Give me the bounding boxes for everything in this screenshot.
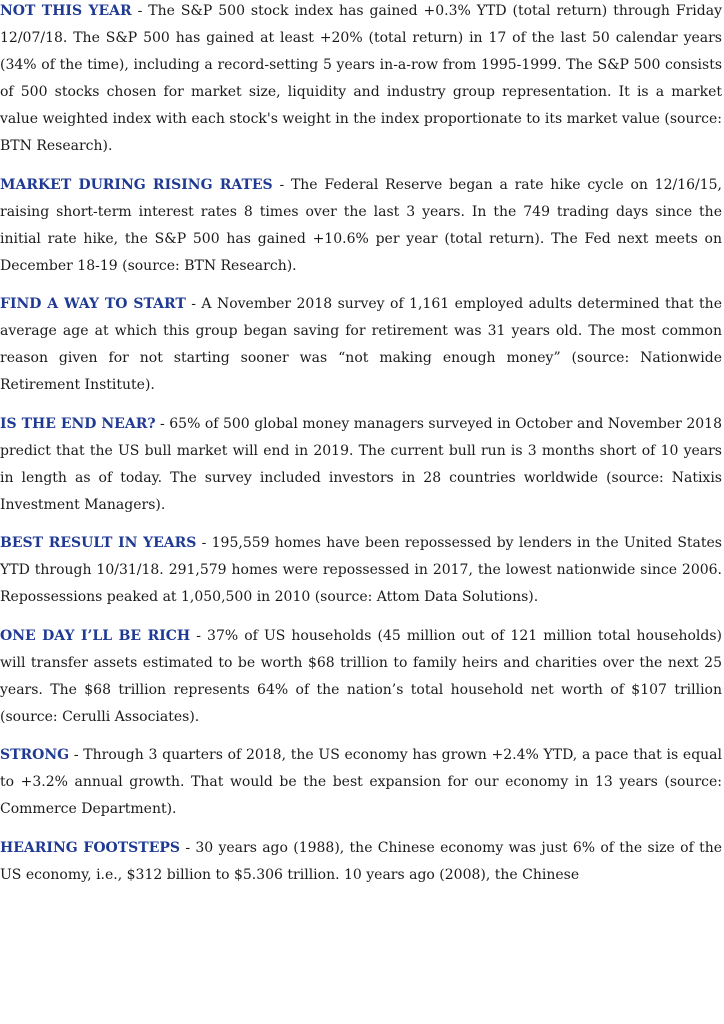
news-item-hearing-footsteps	[0, 835, 722, 889]
item-body: - 65% of 500 global money managers surveyed in October and November 2018 predict that the US bull market will end in 2019. The current bull run is 3 months short of 10 years in length as of today. The survey included investors in 28 countries worldwide (source: Natixis Investment Managers).	[0, 415, 722, 513]
news-item-not-this-year	[0, 0, 722, 160]
news-item-find-a-way-to-start	[0, 291, 722, 399]
news-item-market-during-rising-rates	[0, 172, 722, 280]
item-headline: NOT THIS YEAR	[0, 3, 132, 19]
news-item-strong	[0, 742, 722, 823]
news-item-one-day-ill-be-rich	[0, 623, 722, 731]
item-body: - Through 3 quarters of 2018, the US economy has grown +2.4% YTD, a pace that is equal to +3.2% annual growth. That would be the best expansion for our economy in 13 years (source: Commerce Department).	[0, 747, 722, 817]
item-body: - 195,559 homes have been repossessed by lenders in the United States YTD through 10/31/18. 291,579 homes were repossessed in 2017, the lowest nationwide since 2006. Repossessions peaked at 1,050,500 in 2010 (source: Attom Data Solutions).	[0, 535, 722, 605]
news-item-best-result-in-years	[0, 530, 722, 611]
item-headline: BEST RESULT IN YEARS	[0, 535, 197, 551]
item-body: - The S&P 500 stock index has gained +0.3% YTD (total return) through Friday 12/07/18. The S&P 500 has gained at least +20% (total return) in 17 of the last 50 calendar years (34% of the time), including a record-setting 5 years in-a-row from 1995-1999. The S&P 500 consists of 500 stocks chosen for market size, liquidity and industry group representation. It is a market value weighted index with each stock's weight in the index proportionate to its market value (source: BTN Research).	[0, 3, 722, 154]
item-headline: ONE DAY I’LL BE RICH	[0, 627, 191, 644]
item-body: - A November 2018 survey of 1,161 employed adults determined that the average age at which this group began saving for retirement was 31 years old. The most common reason given for not starting sooner was “not making enough money” (source: Nationwide Retirement Institute).	[0, 296, 722, 393]
item-headline: IS THE END NEAR?	[0, 415, 156, 432]
item-body: - The Federal Reserve began a rate hike cycle on 12/16/15, raising short-term interest rates 8 times over the last 3 years. In the 749 trading days since the initial rate hike, the S&P 500 has gained +10.6% per year (total return). The Fed next meets on December 18-19 (source: BTN Research).	[0, 176, 723, 274]
news-item-is-the-end-near	[0, 411, 722, 519]
item-headline: FIND A WAY TO START	[0, 296, 186, 312]
item-headline: MARKET DURING RISING RATES	[0, 176, 273, 193]
item-headline: HEARING FOOTSTEPS	[0, 839, 181, 856]
item-body: - 30 years ago (1988), the Chinese economy was just 6% of the size of the US economy, i.e., $312 billion to $5.306 trillion. 10 years ago (2008), the Chinese	[0, 839, 722, 883]
item-headline: STRONG	[0, 747, 70, 763]
item-body: - 37% of US households (45 million out of 121 million total households) will transfer assets estimated to be worth $68 trillion to family heirs and charities over the next 25 years. The $68 trillion represents 64% of the nation’s total household net worth of $107 trillion (source: Cerulli Associates).	[0, 627, 722, 725]
